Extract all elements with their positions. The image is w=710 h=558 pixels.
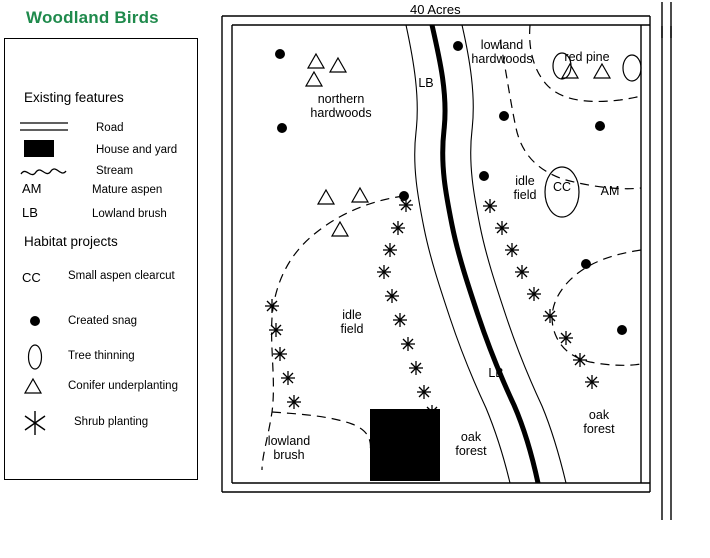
map-label-red-pine: red pine	[564, 50, 610, 64]
legend-label-shrub: Shrub planting	[74, 416, 149, 428]
legend-label-mature-aspen: Mature aspen	[92, 184, 163, 196]
map-label-lowland-brush: lowland brush	[267, 434, 311, 462]
legend-section-projects: Habitat projects	[24, 234, 118, 249]
legend-symbol-lb: LB	[22, 205, 38, 220]
legend-label-house: House and yard	[96, 144, 178, 156]
map-label-lowland-hardwoods: lowland hardwoods	[471, 38, 533, 66]
acreage-label: 40 Acres	[410, 2, 461, 17]
map-label-idle-field-center: idle field	[340, 308, 364, 336]
legend-label-road: Road	[96, 122, 124, 134]
legend-label-clearcut: Small aspen clearcut	[68, 270, 175, 282]
map-label-idle-field-north: idle field	[513, 174, 537, 202]
page-title: Woodland Birds	[26, 8, 159, 27]
map-label-lb-north: LB	[418, 76, 434, 90]
legend-label-conifer: Conifer underplanting	[68, 380, 178, 392]
legend-label-stream: Stream	[96, 165, 134, 177]
legend-symbol-cc: CC	[22, 270, 41, 285]
map-label-northern-hardwoods: northern hardwoods	[310, 92, 372, 120]
legend-symbol-am: AM	[22, 181, 42, 196]
map-label-cc: CC	[552, 180, 572, 194]
legend-section-existing: Existing features	[24, 90, 124, 105]
map-label-lb-south: LB	[488, 366, 504, 380]
legend-label-snag: Created snag	[68, 315, 138, 327]
map-label-oak-forest-south: oak forest	[455, 430, 487, 458]
legend-label-lowland-brush: Lowland brush	[92, 208, 167, 220]
map-label-am: AM	[600, 184, 620, 198]
legend-label-tree-thinning: Tree thinning	[68, 350, 135, 362]
map-label-oak-forest-east: oak forest	[583, 408, 615, 436]
